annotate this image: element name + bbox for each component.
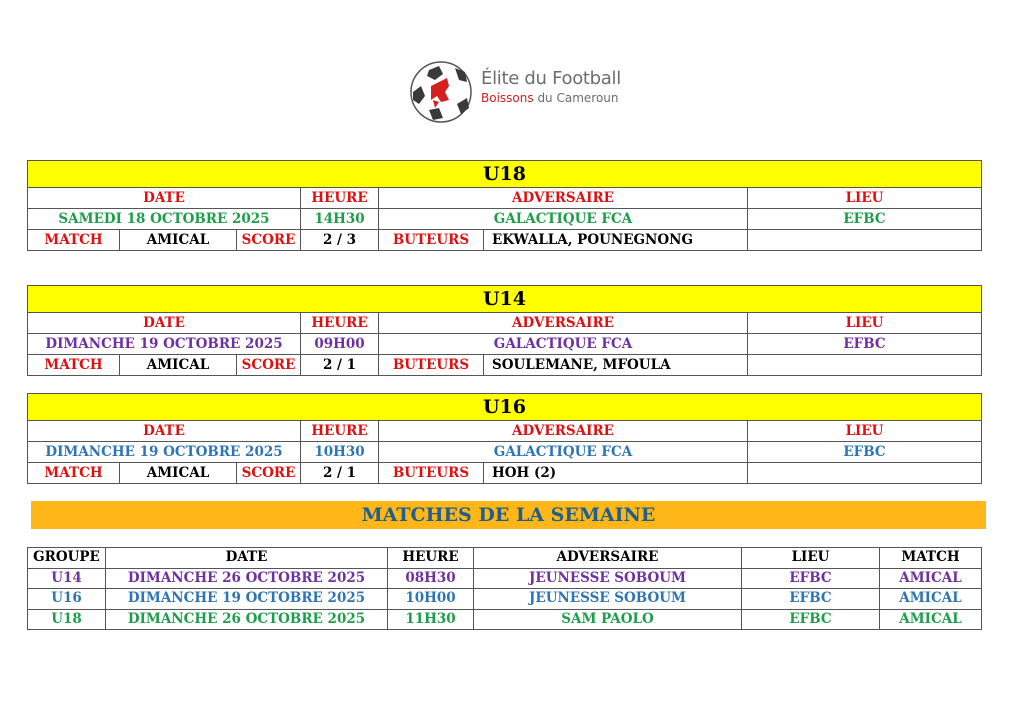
week-group: U16	[28, 589, 106, 609]
score-label: SCORE	[237, 355, 301, 375]
week-time: 11H30	[388, 610, 474, 630]
week-table	[27, 547, 982, 630]
group-header: GROUPE	[28, 548, 106, 568]
match-opponent: GALACTIQUE FCA	[379, 334, 748, 354]
week-match: AMICAL	[899, 569, 962, 586]
logo-title: Élite du Football	[481, 68, 621, 89]
week-match: AMICAL	[899, 590, 962, 606]
match-date: DIMANCHE 19 OCTOBRE 2025	[28, 334, 301, 354]
category-title: U16	[28, 394, 981, 421]
week-time: 10H00	[388, 589, 474, 609]
match-date: DIMANCHE 19 OCTOBRE 2025	[28, 442, 301, 462]
date-header: DATE	[28, 313, 301, 333]
scorers-label: BUTEURS	[379, 355, 484, 375]
empty-cell	[748, 463, 981, 483]
week-date-header: DATE	[106, 548, 388, 568]
week-date: DIMANCHE 26 OCTOBRE 2025	[106, 569, 388, 589]
match-scorers: HOH (2)	[484, 463, 748, 483]
week-venue: EFBC	[742, 610, 880, 630]
match-score: 2 / 1	[301, 355, 379, 375]
match-label: MATCH	[28, 230, 120, 250]
match-date: SAMEDI 18 OCTOBRE 2025	[28, 209, 301, 229]
match-type: AMICAL	[120, 355, 237, 375]
logo-subtitle-country: du Cameroun	[533, 91, 619, 105]
match-time: 09H00	[301, 334, 379, 354]
time-header: HEURE	[301, 421, 379, 441]
week-header-row	[28, 548, 981, 568]
week-group: U18	[28, 610, 106, 630]
week-row	[28, 609, 981, 630]
empty-cell	[748, 230, 981, 250]
date-header: DATE	[28, 421, 301, 441]
match-type: AMICAL	[120, 230, 237, 250]
venue-header: LIEU	[845, 423, 884, 439]
match-scorers: SOULEMANE, MFOULA	[484, 355, 748, 375]
week-venue: EFBC	[742, 589, 880, 609]
opponent-header: ADVERSAIRE	[379, 313, 748, 333]
match-opponent: GALACTIQUE FCA	[379, 209, 748, 229]
logo-subtitle-brand: Boissons	[481, 91, 534, 105]
result-block-u18	[27, 160, 982, 251]
week-opponent-header: ADVERSAIRE	[474, 548, 742, 568]
week-opponent: JEUNESSE SOBOUM	[474, 589, 742, 609]
week-rows	[28, 568, 981, 630]
week-opponent: JEUNESSE SOBOUM	[474, 569, 742, 589]
week-venue: EFBC	[742, 569, 880, 589]
match-time: 14H30	[301, 209, 379, 229]
week-venue-header: LIEU	[742, 548, 880, 568]
opponent-header: ADVERSAIRE	[379, 188, 748, 208]
match-opponent: GALACTIQUE FCA	[379, 442, 748, 462]
match-label: MATCH	[28, 355, 120, 375]
week-group: U14	[28, 569, 106, 589]
week-match-header: MATCH	[901, 549, 960, 565]
match-type: AMICAL	[120, 463, 237, 483]
week-opponent: SAM PAOLO	[474, 610, 742, 630]
result-block-u14	[27, 285, 982, 376]
info-row	[28, 208, 981, 229]
date-header: DATE	[28, 188, 301, 208]
week-time-header: HEURE	[388, 548, 474, 568]
venue-header: LIEU	[845, 315, 884, 331]
empty-cell	[748, 355, 981, 375]
efbc-logo	[407, 56, 637, 126]
match-time: 10H30	[301, 442, 379, 462]
venue-header: LIEU	[845, 190, 884, 206]
match-scorers: EKWALLA, POUNEGNONG	[484, 230, 748, 250]
football-crest-icon	[407, 56, 477, 126]
category-title: U18	[28, 161, 981, 188]
logo-subtitle	[481, 91, 619, 105]
time-header: HEURE	[301, 188, 379, 208]
week-date: DIMANCHE 19 OCTOBRE 2025	[106, 589, 388, 609]
match-venue: EFBC	[843, 444, 886, 460]
score-label: SCORE	[237, 463, 301, 483]
result-row	[28, 462, 981, 483]
match-score: 2 / 1	[301, 463, 379, 483]
header-row	[28, 313, 981, 333]
info-row	[28, 441, 981, 462]
week-date: DIMANCHE 26 OCTOBRE 2025	[106, 610, 388, 630]
result-block-u16	[27, 393, 982, 484]
week-row	[28, 588, 981, 609]
result-row	[28, 354, 981, 375]
match-score: 2 / 3	[301, 230, 379, 250]
header-row	[28, 421, 981, 441]
scorers-label: BUTEURS	[379, 230, 484, 250]
time-header: HEURE	[301, 313, 379, 333]
opponent-header: ADVERSAIRE	[379, 421, 748, 441]
header-row	[28, 188, 981, 208]
week-banner: MATCHES DE LA SEMAINE	[31, 501, 986, 529]
scorers-label: BUTEURS	[379, 463, 484, 483]
week-row	[28, 568, 981, 589]
info-row	[28, 333, 981, 354]
week-match: AMICAL	[899, 610, 962, 627]
match-label: MATCH	[28, 463, 120, 483]
category-title: U14	[28, 286, 981, 313]
match-venue: EFBC	[843, 211, 886, 227]
score-label: SCORE	[237, 230, 301, 250]
result-row	[28, 229, 981, 250]
match-venue: EFBC	[843, 336, 886, 352]
week-time: 08H30	[388, 569, 474, 589]
